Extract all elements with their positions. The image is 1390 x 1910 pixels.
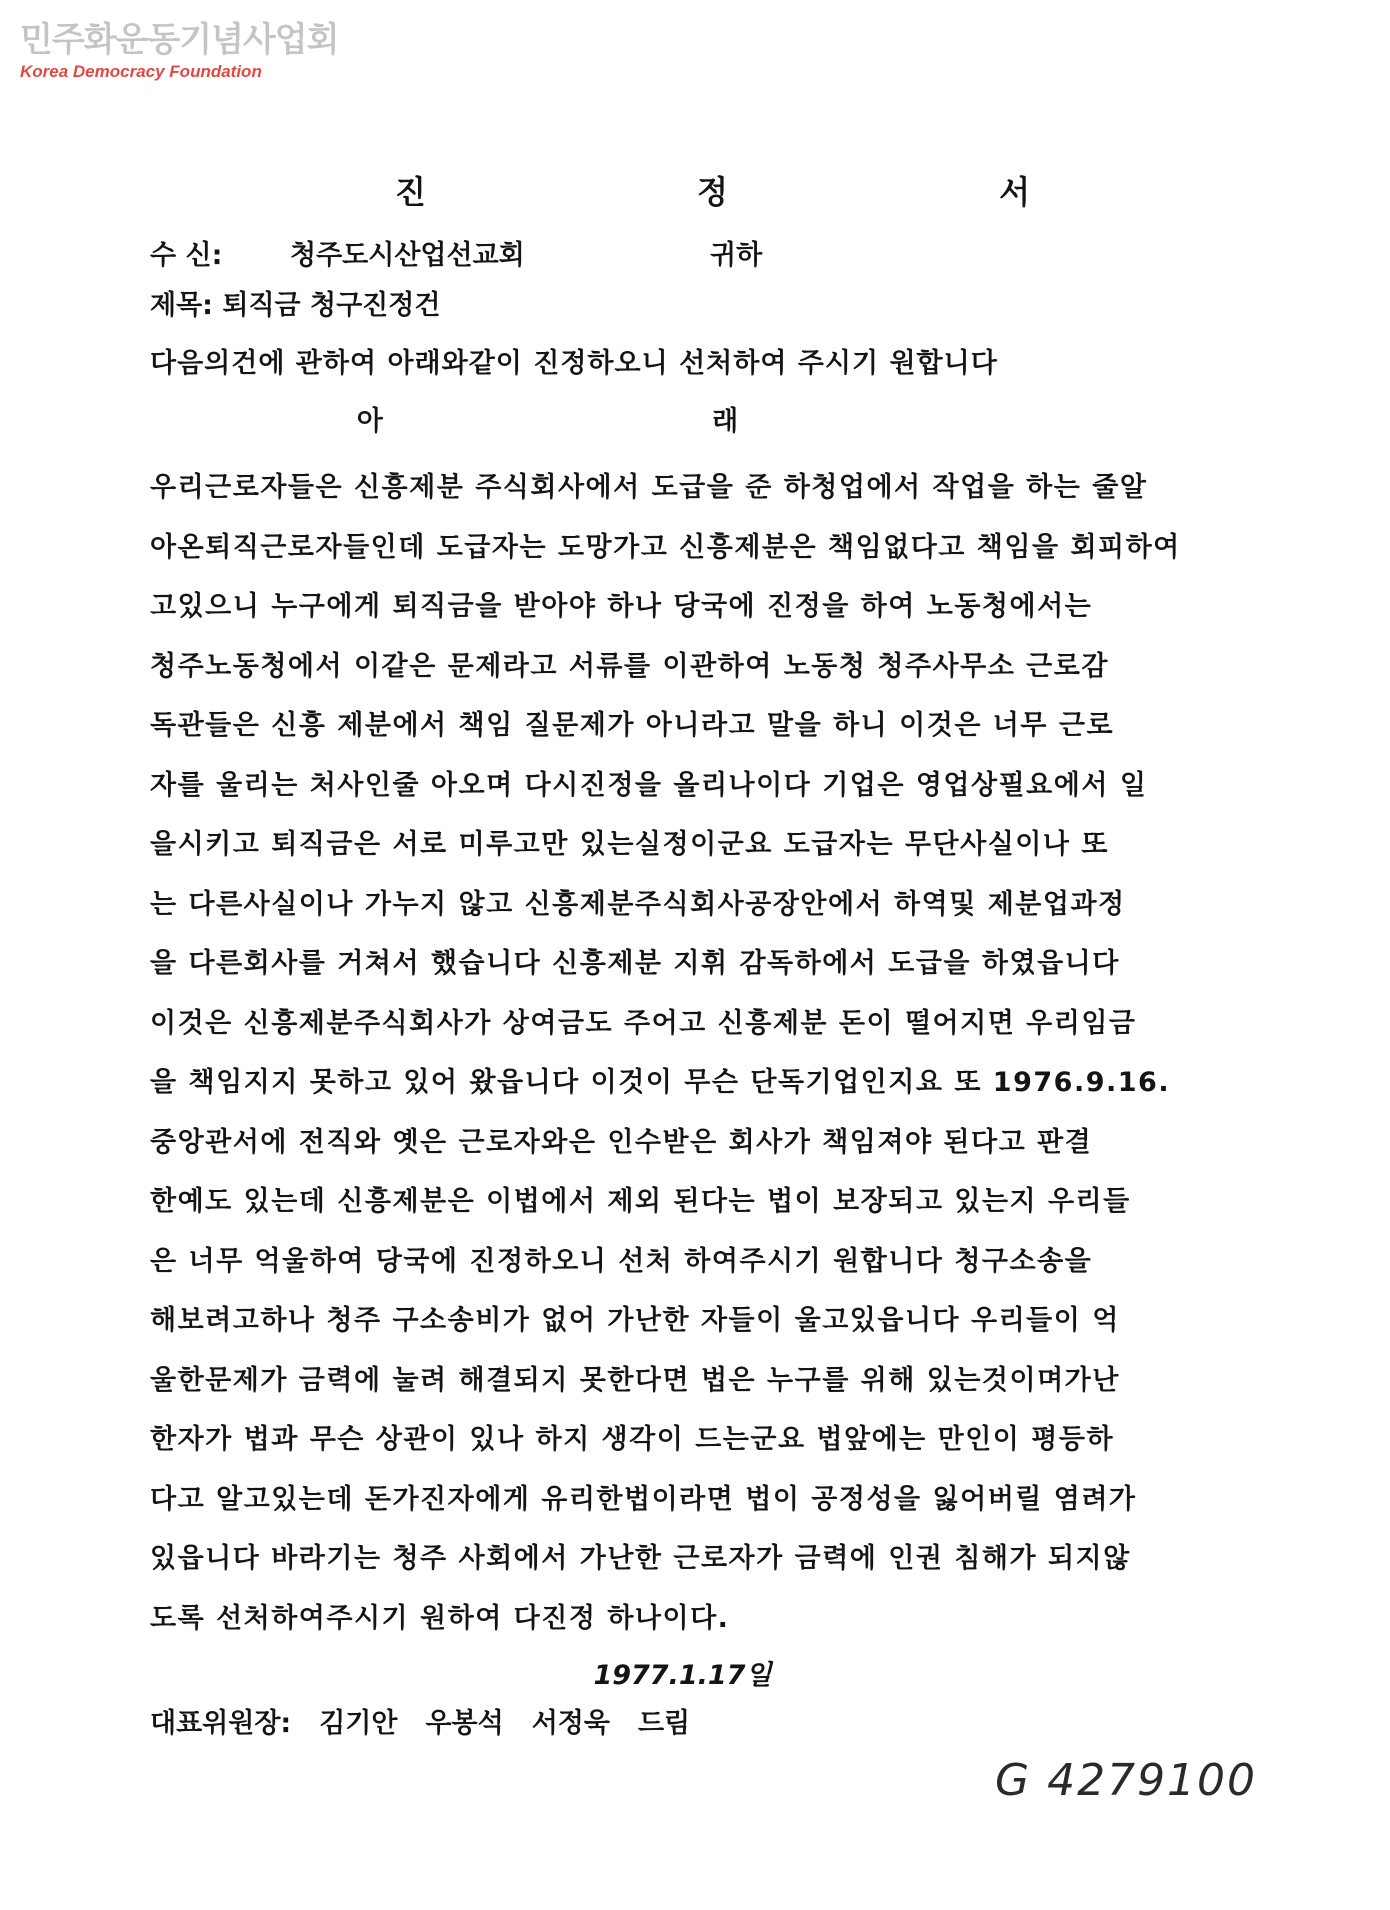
body-line: 을 다른회사를 거쳐서 했습니다 신흥제분 지휘 감독하에서 도급을 하였읍니다 [150,948,1120,979]
recipient-line [150,236,1275,276]
body-line: 도록 선처하여주시기 원하여 다진정 하나이다. [150,1602,730,1634]
sub-heading: 아 래 [356,406,899,437]
document-date: 1977.1.17일 [593,1660,772,1691]
body-line: 한자가 법과 무슨 상관이 있나 하지 생각이 드는군요 법앞에는 만인이 평등하 [150,1424,1115,1455]
body-line: 을 책임지지 못하고 있어 왔읍니다 이것이 무슨 단독기업인지요 또 1976.9.16. [150,1067,1171,1098]
body-line: 있읍니다 바라기는 청주 사회에서 가난한 근로자가 금력에 인권 침해가 되지않 [150,1543,1131,1574]
body-line: 다고 알고있는데 돈가진자에게 유리한법이라면 법이 공정성을 잃어버릴 염려가 [150,1483,1137,1515]
document-title: 진 정 서 [394,173,1161,211]
body-line: 이것은 신흥제분주식회사가 상여금도 주어고 신흥제분 돈이 떨어지면 우리임금 [150,1007,1137,1039]
logo-english-text: Korea Democracy Foundation [20,62,262,81]
logo-korean-text: 민주화운동기념사업회 [20,20,339,60]
petition-document [150,170,1275,1744]
body-line: 고있으니 누구에게 퇴직금을 받아야 하나 당국에 진정을 하여 노동청에서는 [150,591,1093,622]
archive-id: G 4279100 [995,1755,1258,1806]
foundation-logo [20,20,338,82]
signer-name: 서정욱 [531,1708,610,1739]
intro-line: 다음의건에 관하여 아래와같이 진정하오니 선처하여 주시기 원합니다 [150,348,998,379]
body-line: 청주노동청에서 이같은 문제라고 서류를 이관하여 노동청 청주사무소 근로감 [150,650,1109,682]
body-line: 독관들은 신흥 제분에서 책임 질문제가 아니라고 말을 하니 이것은 너무 근로 [150,710,1115,741]
signers-label: 대표위원장: [150,1708,292,1739]
body-line: 는 다른사실이나 가누지 않고 신흥제분주식회사공장안에서 하역및 제분업과정 [150,888,1126,920]
signer-name: 김기안 [319,1708,398,1739]
body-line: 을시키고 퇴직금은 서로 미루고만 있는실정이군요 도급자는 무단사실이나 또 [150,829,1109,860]
body-line: 은 너무 억울하여 당국에 진정하오니 선처 하여주시기 원합니다 청구소송을 [150,1245,1093,1277]
signers-line [150,1704,1275,1744]
signer-name: 우봉석 [425,1708,504,1739]
subject-line: 제목: 퇴직금 청구진정건 [150,290,441,321]
body-line: 자를 울리는 처사인줄 아오며 다시진정을 올리나이다 기업은 영업상필요에서 일 [150,769,1148,801]
body-line: 한예도 있는데 신흥제분은 이법에서 제외 된다는 법이 보장되고 있는지 우리들 [150,1186,1131,1217]
body-text [150,458,1275,1648]
body-line: 아온퇴직근로자들인데 도급자는 도망가고 신흥제분은 책임없다고 책임을 회피하여 [150,531,1181,563]
signers-suffix: 드림 [637,1708,691,1739]
recipient-org: 청주도시산업선교회 [290,240,525,271]
recipient-label: 수 신: [150,240,223,271]
recipient-suffix: 귀하 [710,240,763,271]
body-line: 울한문제가 금력에 눌려 해결되지 못한다면 법은 누구를 위해 있는것이며가난 [150,1364,1120,1396]
body-line: 해보려고하나 청주 구소송비가 없어 가난한 자들이 울고있읍니다 우리들이 억 [150,1305,1120,1336]
body-line: 우리근로자들은 신흥제분 주식회사에서 도급을 준 하청업에서 작업을 하는 줄알 [150,472,1148,503]
body-line: 중앙관서에 전직와 옛은 근로자와은 인수받은 회사가 책임져야 된다고 판결 [150,1126,1093,1158]
